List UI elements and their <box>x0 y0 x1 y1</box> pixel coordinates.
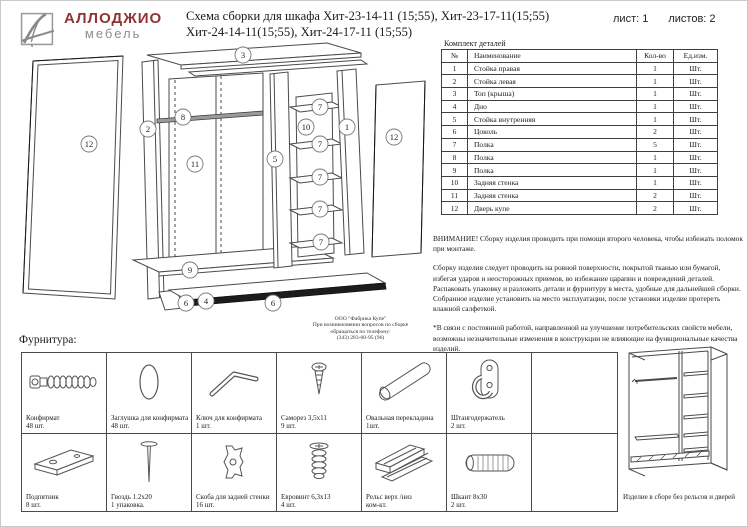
table-row: 11 Задняя стенка 2 Шт. <box>442 189 718 202</box>
contact-note-2: обращаться по телефону: <box>330 328 391 335</box>
hardware-cell-plug: Заглушка для конфирмата 48 шт. <box>107 353 192 434</box>
hardware-cell-euroscrew: Евровинт 6,3х13 4 шт. <box>277 434 362 512</box>
hardware-cell-hex-key: Ключ для конфирмата 1 шт. <box>192 353 277 434</box>
table-row: 3 Топ (крыша) 1 Шт. <box>442 88 718 101</box>
svg-text:7: 7 <box>317 204 323 214</box>
svg-text:1: 1 <box>344 122 350 132</box>
table-row: 6 Цоколь 2 Шт. <box>442 126 718 139</box>
hardware-cell-empty-1 <box>532 353 617 434</box>
col-qty: Кол-во <box>637 50 674 63</box>
warning-paragraph: ВНИМАНИЕ! Сборку изделия проводить при помощи второго человека, чтобы избежать поломок при монтаже. <box>433 234 743 254</box>
hex-key-icon <box>192 358 276 406</box>
table-row: 9 Полка 1 Шт. <box>442 164 718 177</box>
table-row: 10 Задняя стенка 1 Шт. <box>442 176 718 189</box>
brand-name: АЛЛОДЖИО <box>64 10 163 27</box>
sheet-number: лист: 1 <box>613 13 649 25</box>
hardware-section-title: Фурнитура: <box>19 334 77 346</box>
hardware-cell-rail: Рельс верх /низ ком-кт. <box>362 434 447 512</box>
rod-holder-icon <box>447 358 531 406</box>
back-panel-large <box>169 73 263 271</box>
confirmat-plug-icon <box>107 358 191 406</box>
brand-subtitle: мебель <box>84 26 142 41</box>
contact-note-1: При возникновении вопросов по сборке <box>312 322 409 329</box>
back-wall-bracket-icon <box>192 439 276 487</box>
sheets-total: листов: 2 <box>668 13 716 25</box>
table-row: 2 Стойка левая 1 Шт. <box>442 75 718 88</box>
euro-screw-icon <box>277 439 361 487</box>
hardware-grid <box>21 352 618 512</box>
parts-table-caption: Комплект деталей <box>444 39 506 48</box>
hardware-cell-confirmat: Конфирмат 48 шт. <box>22 353 107 434</box>
hardware-cell-bracket: Скоба для задней стенки 16 шт. <box>192 434 277 512</box>
small-screw-icon <box>277 358 361 406</box>
hardware-cell-foot: Подпятник 8 шт. <box>22 434 107 512</box>
assembled-product-drawing <box>621 341 747 491</box>
title-line-2: Хит-24-14-11(15;55), Хит-24-17-11 (15;55) <box>186 24 413 39</box>
left-door-panel <box>23 56 123 299</box>
table-row: 1 Стойка правая 1 Шт. <box>442 62 718 75</box>
top-board-part <box>147 43 367 76</box>
parts-table <box>441 49 718 215</box>
svg-text:7: 7 <box>318 237 324 247</box>
svg-text:12: 12 <box>389 132 399 142</box>
svg-text:8: 8 <box>180 112 186 122</box>
right-side-panel <box>337 69 364 255</box>
table-row: 8 Полка 1 Шт. <box>442 151 718 164</box>
page-title <box>186 9 554 40</box>
instructions-paragraph: Сборку изделия следует проводить на ровной поверхности, покрытой тканью или бумагой, избегая ударов и неосторожных приемов, во избежание царапин и повреждений деталей. Распаковать упаковку и разложить детали и фурнитуру в места, удобные для дальнейшей сборки. Собранное изделие установить на место эксплуатации, после установки изделие протереть влажной салфеткой. <box>433 263 741 314</box>
confirmat-screw-icon <box>22 358 106 406</box>
hardware-cell-empty-2 <box>532 434 617 512</box>
foot-plate-icon <box>22 439 106 487</box>
svg-text:9: 9 <box>187 265 193 275</box>
col-number: № <box>442 50 468 63</box>
svg-text:3: 3 <box>240 50 246 60</box>
table-row: 12 Дверь купе 2 Шт. <box>442 202 718 215</box>
company-name: ООО "Фабрика Купе" <box>334 316 387 322</box>
nail-icon <box>107 439 191 487</box>
table-row: 4 Дно 1 Шт. <box>442 100 718 113</box>
svg-text:2: 2 <box>145 124 151 134</box>
sheet-info <box>613 13 716 25</box>
rail-profile-icon <box>362 439 446 487</box>
col-unit: Ед.изм. <box>674 50 718 63</box>
table-row: 5 Стойка внутренняя 1 Шт. <box>442 113 718 126</box>
oval-rod-icon <box>362 358 446 406</box>
hardware-cell-nail: Гвоздь 1.2х20 1 упаковка. <box>107 434 192 512</box>
exploded-view-diagram <box>11 41 436 333</box>
svg-text:6: 6 <box>270 298 276 308</box>
right-door-panel <box>372 81 425 257</box>
phone-number: (343) 283-00-95 (96) <box>336 335 385 342</box>
manufacturer-contact <box>263 316 458 342</box>
inner-side-panel <box>270 72 292 268</box>
dowel-icon <box>447 439 531 487</box>
svg-text:12: 12 <box>84 139 94 149</box>
svg-text:11: 11 <box>190 159 200 169</box>
col-name: Наименование <box>468 50 637 63</box>
table-row: 7 Полка 5 Шт. <box>442 138 718 151</box>
svg-text:6: 6 <box>183 298 189 308</box>
hardware-cell-screw: Саморез 3,5х11 9 шт. <box>277 353 362 434</box>
parts-table-header <box>442 50 718 63</box>
svg-text:10: 10 <box>301 122 311 132</box>
title-line-1: Схема сборки для шкафа Хит-23-14-11 (15;55), Хит-23-17-11(15;55) <box>186 9 550 23</box>
hardware-cell-dowel: Шкант 8х30 2 шт. <box>447 434 532 512</box>
assembled-product-caption: Изделие в сборе без рельсов и дверей <box>622 493 736 501</box>
svg-text:5: 5 <box>272 154 278 164</box>
svg-text:7: 7 <box>317 172 323 182</box>
svg-text:7: 7 <box>317 102 323 112</box>
hardware-cell-rod-holder: Штангодержатель 2 шт. <box>447 353 532 434</box>
svg-text:7: 7 <box>317 139 323 149</box>
svg-text:4: 4 <box>203 296 209 306</box>
disclaimer-paragraph: *В связи с постоянной работой, направленной на улучшение потребительских свойств мебели, возможны незначительные изменения в конструкции не влияющие на функциональные качества изделий. <box>433 323 738 353</box>
hardware-cell-oval-rod: Овальная перекладина 1шт. <box>362 353 447 434</box>
